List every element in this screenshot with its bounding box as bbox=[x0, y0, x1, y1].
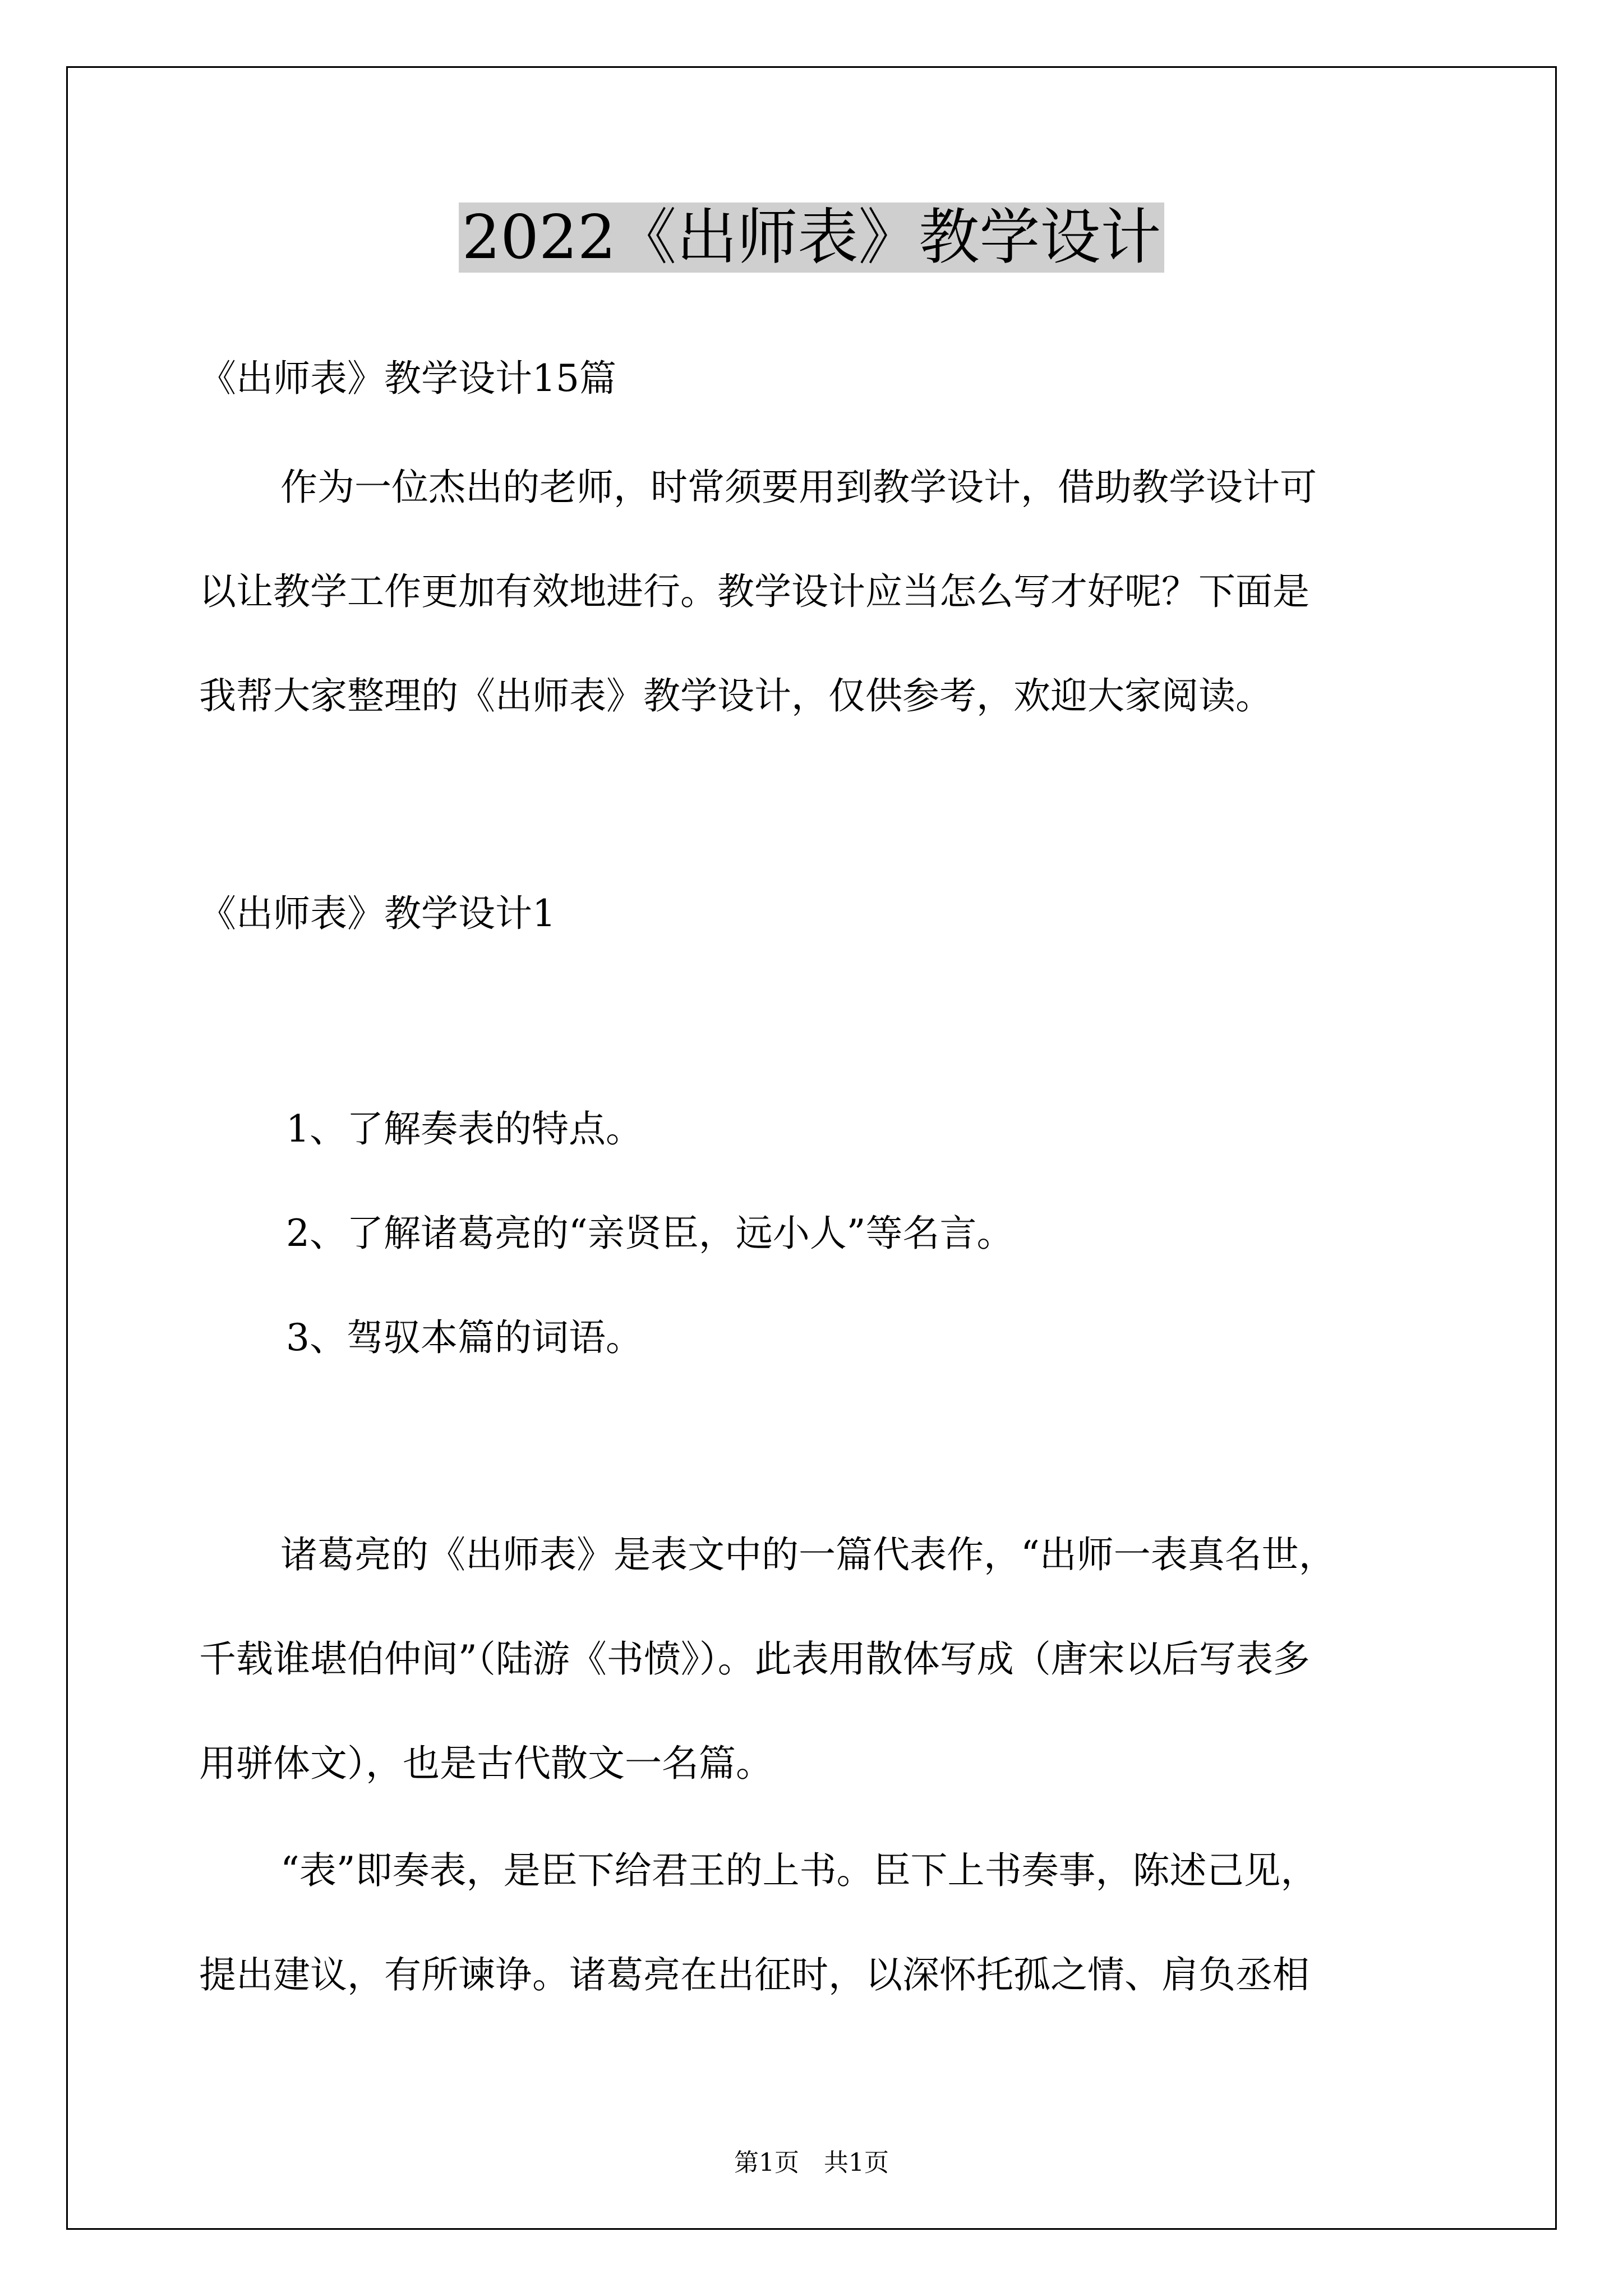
section-heading: 《出师表》教学设计1 bbox=[199, 892, 556, 935]
objective-item-3: 3、驾驭本篇的词语。 bbox=[286, 1316, 643, 1359]
document-subtitle: 《出师表》教学设计15篇 bbox=[199, 357, 616, 400]
intro-line-1: 作为一位杰出的老师，时常须要用到教学设计，借助教学设计可 bbox=[280, 466, 1317, 509]
objective-item-2: 2、了解诸葛亮的“亲贤臣，远小人”等名言。 bbox=[286, 1212, 1014, 1255]
paragraph-2-line-1: “表”即奏表，是臣下给君王的上书。臣下上书奏事，陈述己见， bbox=[280, 1849, 1318, 1892]
page-total: 共1页 bbox=[824, 2148, 889, 2177]
paragraph-1-line-3: 用骈体文），也是古代散文一名篇。 bbox=[199, 1742, 773, 1785]
page-number: 第1页 bbox=[734, 2148, 799, 2177]
intro-line-3: 我帮大家整理的《出师表》教学设计，仅供参考，欢迎大家阅读。 bbox=[199, 674, 1272, 717]
intro-line-2: 以让教学工作更加有效地进行。教学设计应当怎么写才好呢？下面是 bbox=[199, 570, 1310, 613]
objective-item-1: 1、了解奏表的特点。 bbox=[286, 1107, 643, 1151]
paragraph-1-line-2: 千载谁堪伯仲间”（陆游《书愤》）。此表用散体写成（唐宋以后写表多 bbox=[199, 1637, 1310, 1681]
page-footer bbox=[0, 2146, 1623, 2180]
document-title: 2022《出师表》教学设计 bbox=[0, 200, 1623, 276]
paragraph-2-line-2: 提出建议，有所谏诤。诸葛亮在出征时，以深怀托孤之情、肩负丞相 bbox=[199, 1953, 1310, 1996]
paragraph-1-line-1: 诸葛亮的《出师表》是表文中的一篇代表作，“出师一表真名世， bbox=[280, 1533, 1336, 1576]
